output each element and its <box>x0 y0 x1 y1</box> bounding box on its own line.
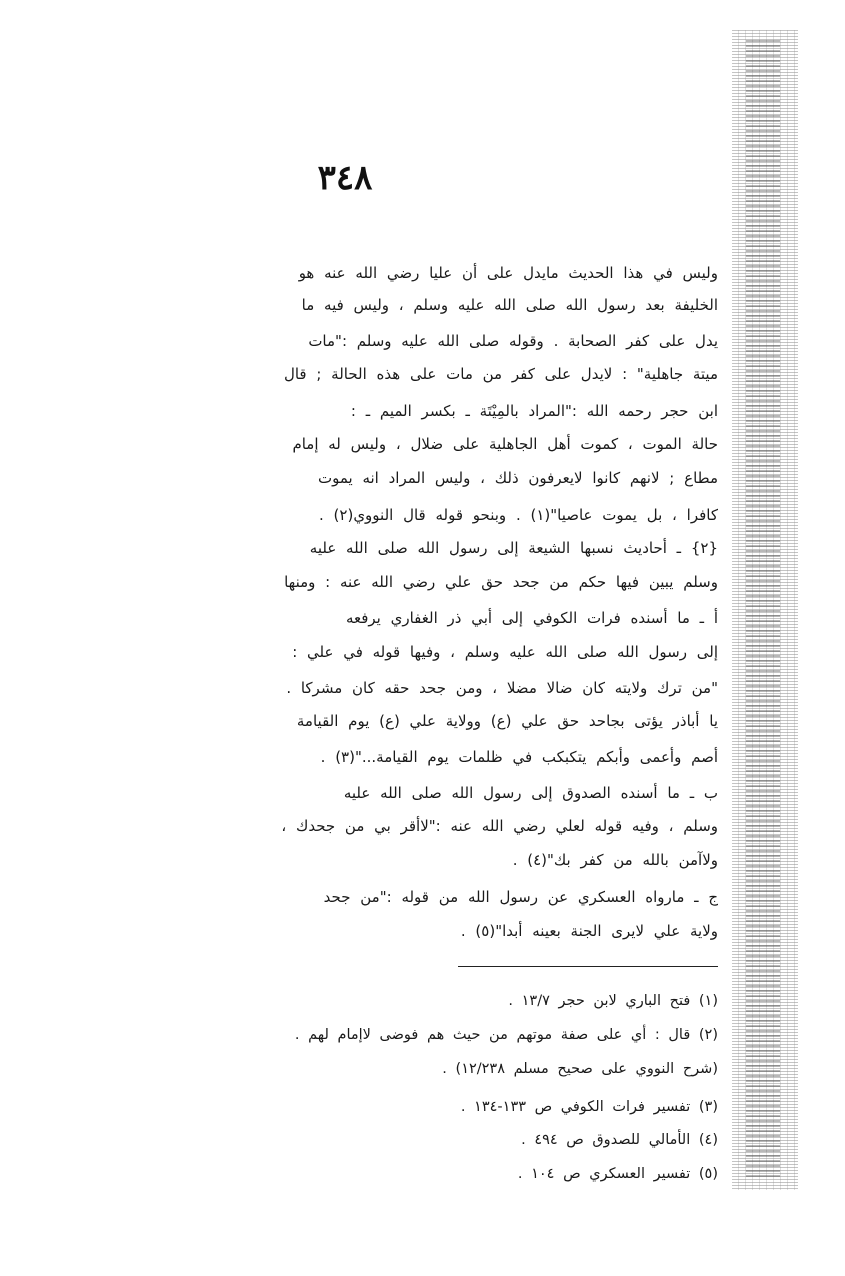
body-line: حالة الموت ، كموت أهل الجاهلية على ضلال ، وليس له إمام <box>292 435 718 453</box>
body-line: وسلم ، وفيه قوله لعلي رضي الله عنه :"لاأقر بي من جحدك ، <box>281 817 718 835</box>
footnote-line: (٥) تفسير العسكري ص ١٠٤ . <box>517 1166 718 1182</box>
body-line: أصم وأعمى وأبكم يتكبكب في ظلمات يوم القيامة..."(٣) . <box>320 748 718 766</box>
body-line: "من ترك ولايته كان ضالا مضلا ، ومن جحد حقه كان مشركا . <box>286 679 718 697</box>
body-line: ابن حجر رحمه الله :"المراد بالمِيْتَة ـ بكسر الميم ـ : <box>350 402 718 420</box>
page-number: ٣٤٨ <box>317 158 373 198</box>
body-line: يا أباذر يؤتى بجاحد حق علي (ع) وولاية علي (ع) يوم القيامة <box>296 712 718 730</box>
body-line: كافرا ، بل يموت عاصيا"(١) . وبنحو قوله قال النووي(٢) . <box>319 506 718 524</box>
footnote-separator <box>458 966 718 967</box>
footnote-line: (٢) قال : أي على صفة موتهم من حيث هم فوضى لاإمام لهم . <box>294 1027 718 1043</box>
scan-binding-shadow <box>746 40 780 1180</box>
body-line: {٢} ـ أحاديث نسبها الشيعة إلى رسول الله صلى الله عليه <box>309 539 718 557</box>
body-line: ولاية علي لايرى الجنة بعينه أبدا"(٥) . <box>460 922 718 940</box>
body-line: ميتة جاهلية" : لايدل على كفر من مات على هذه الحالة ; قال <box>283 365 718 383</box>
body-line: إلى رسول الله صلى الله عليه وسلم ، وفيها قوله في علي : <box>292 643 718 661</box>
body-line: ولاآمن بالله من كفر بك"(٤) . <box>512 851 718 869</box>
body-line: وليس في هذا الحديث مايدل على أن عليا رضي الله عنه هو <box>298 264 718 282</box>
footnote-line: (٣) تفسير فرات الكوفي ص ١٣٣-١٣٤ . <box>460 1099 718 1115</box>
footnote-line: (شرح النووي على صحيح مسلم ١٢/٢٣٨) . <box>442 1061 718 1077</box>
footnote-line: (٤) الأمالي للصدوق ص ٤٩٤ . <box>521 1132 718 1148</box>
body-line: ج ـ مارواه العسكري عن رسول الله من قوله :"من جحد <box>323 888 718 906</box>
body-line: أ ـ ما أسنده فرات الكوفي إلى أبي ذر الغفاري يرفعه <box>345 609 718 627</box>
body-line: مطاع ; لانهم كانوا لايعرفون ذلك ، وليس المراد انه يموت <box>317 469 718 487</box>
body-line: الخليفة بعد رسول الله صلى الله عليه وسلم ، وليس فيه ما <box>301 296 718 314</box>
body-line: ب ـ ما أسنده الصدوق إلى رسول الله صلى الله عليه <box>343 784 718 802</box>
body-line: يدل على كفر الصحابة . وقوله صلى الله عليه وسلم :"مات <box>308 332 718 350</box>
body-line: وسلم يبين فيها حكم من جحد حق علي رضي الله عنه : ومنها <box>284 573 718 591</box>
footnote-line: (١) فتح الباري لابن حجر ١٣/٧ . <box>508 993 718 1009</box>
